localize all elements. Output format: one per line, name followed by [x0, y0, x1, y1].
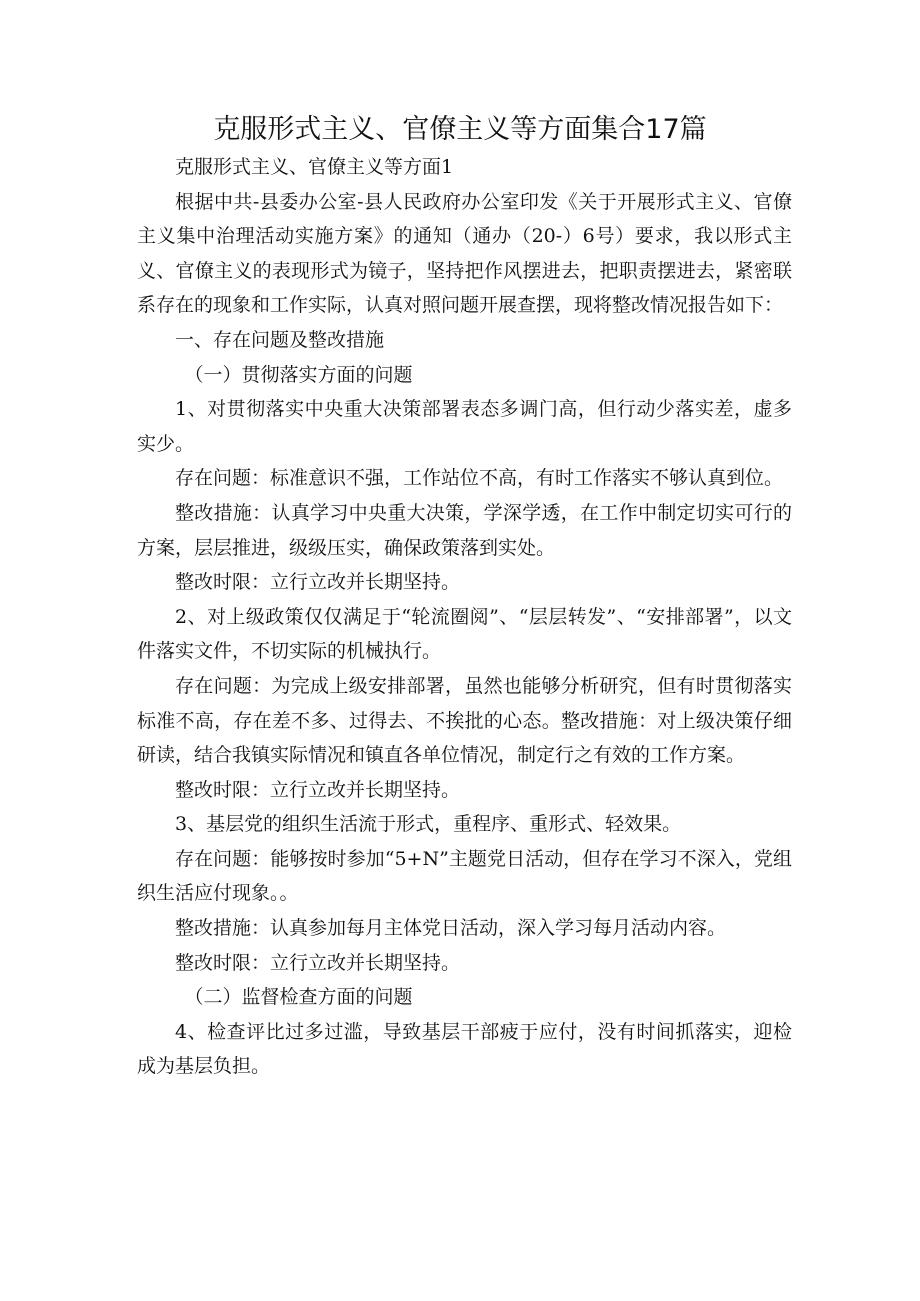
paragraph: 存在问题：能够按时参加“5+N”主题党日活动，但存在学习不深入，党组织生活应付现象。。 — [137, 847, 792, 905]
paragraph: 存在问题：标准意识不强，工作站位不高，有时工作落实不够认真到位。 — [175, 467, 784, 490]
subsection-heading: （二）监督检查方面的问题 — [184, 986, 413, 1009]
section-heading: 一、存在问题及整改措施 — [175, 328, 385, 351]
paragraph: 整改措施：认真参加每月主体党日活动，深入学习每月活动内容。 — [175, 917, 727, 940]
paragraph: 整改时限：立行立改并长期坚持。 — [175, 951, 461, 974]
paragraph: 整改措施：认真学习中央重大决策，学深学透，在工作中制定切实可行的方案，层层推进，级级压实，确保政策落到实处。 — [137, 501, 792, 559]
document-title: 克服形式主义、官僚主义等方面集合17篇 — [213, 114, 707, 145]
paragraph: 1、对贯彻落实中央重大决策部署表态多调门高，但行动少落实差，虚多实少。 — [137, 398, 792, 455]
paragraph: 整改时限：立行立改并长期坚持。 — [175, 778, 461, 801]
subsection-heading: （一）贯彻落实方面的问题 — [184, 363, 413, 386]
paragraph: 整改时限：立行立改并长期坚持。 — [175, 571, 461, 594]
paragraph: 存在问题：为完成上级安排部署，虽然也能够分析研究，但有时贯彻落实标准不高，存在差不多、过得去、不挨批的心态。整改措施：对上级决策仔细研读，结合我镇实际情况和镇直各单位情况，制定行之有效的工作方案。 — [137, 674, 792, 767]
paragraph: 4、检查评比过多过滥，导致基层干部疲于应付，没有时间抓落实，迎检成为基层负担。 — [137, 1020, 792, 1078]
paragraph: 2、对上级政策仅仅满足于“轮流圈阅”、“层层转发”、“安排部署”，以文件落实文件，不切实际的机械执行。 — [137, 605, 792, 663]
paragraph: 3、基层党的组织生活流于形式，重程序、重形式、轻效果。 — [175, 813, 682, 836]
document-body — [137, 150, 792, 1084]
section-heading: 克服形式主义、官僚主义等方面1 — [175, 156, 454, 178]
paragraph: 根据中共-县委办公室-县人民政府办公室印发《关于开展形式主义、官僚主义集中治理活动实施方案》的通知（通办（20-）6号）要求，我以形式主义、官僚主义的表现形式为镜子，坚持把作风摆进去，把职责摆进去，紧密联系存在的现象和工作实际，认真对照问题开展查摆，现将整改情况报告如下： — [137, 190, 792, 317]
